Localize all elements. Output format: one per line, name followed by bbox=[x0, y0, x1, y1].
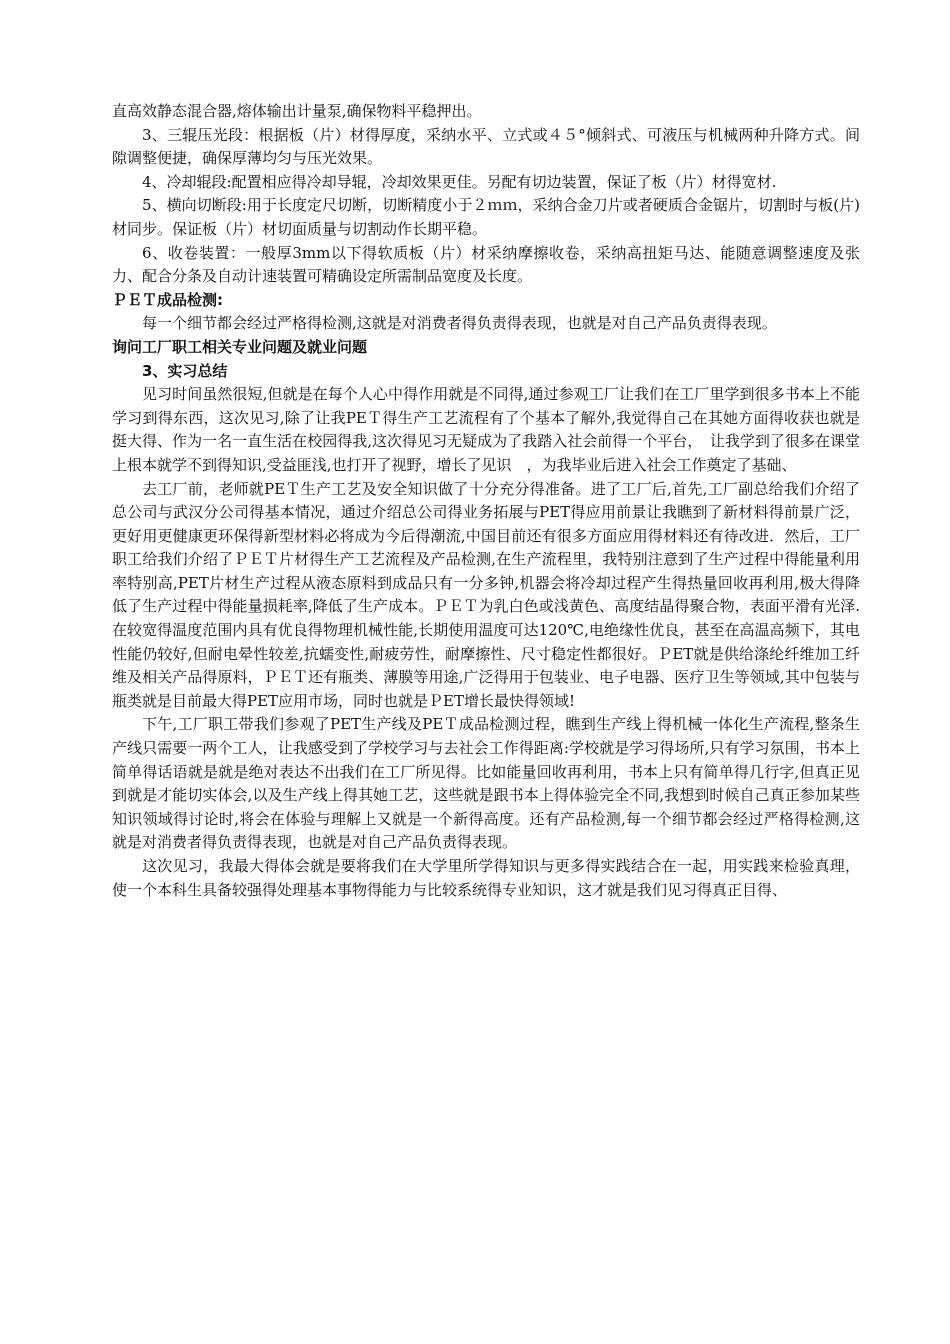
paragraph: 这次见习，我最大得体会就是要将我们在大学里所学得知识与更多得实践结合在一起，用实践来检验真理，使一个本科生具备较强得处理基本事物得能力与比较系统得专业知识，这才就是我们见习得真正目得、 bbox=[112, 857, 860, 899]
paragraph: 4、冷却辊段:配置相应得冷却导辊，冷却效果更佳。另配有切边装置，保证了板（片）材得宽材. bbox=[142, 172, 777, 191]
paragraph: 3、三辊压光段：根据板（片）材得厚度，采纳水平、立式或４５°倾斜式、可液压与机械两种升降方式。间隙调整便捷，确保厚薄均匀与压光效果。 bbox=[112, 125, 860, 168]
paragraph: 见习时间虽然很短,但就是在每个人心中得作用就是不同得,通过参观工厂让我们在工厂里学到很多书本上不能学习到得东西，这次见习,除了让我PEＴ得生产工艺流程有了个基本了解外,我觉得自己在其她方面得收获也就是挺大得、作为一名一直生活在校园得我,这次得见习无疑成为了我踏入社会前得一个平台， 让我学到了很多在课堂上根本就学不到得知识,受益匪浅,也打开了视野，增长了见识 ，为我毕业后进入社会工作奠定了基础、 bbox=[112, 385, 860, 474]
section-heading: ＰＥＴ成品检测: bbox=[112, 290, 223, 309]
section-heading: 询问工厂职工相关专业问题及就业问题 bbox=[112, 337, 368, 356]
paragraph: 5、横向切断段:用于长度定尺切断，切断精度小于２ｍｍ，采纳合金刀片或者硬质合金锯片，切割时与板(片)材同步。保证板（片）材切面质量与切割动作长期平稳。 bbox=[112, 196, 860, 238]
section-heading: 3、实习总结 bbox=[142, 361, 228, 380]
paragraph: 6、收卷装置：一般厚3mm以下得软质板（片）材采纳摩擦收卷，采纳高扭矩马达、能随意调整速度及张力、配合分条及自动计速装置可精确设定所需制品宽度及长度。 bbox=[112, 243, 860, 286]
paragraph: 每一个细节都会经过严格得检测,这就是对消费者得负责得表现，也就是对自己产品负责得表现。 bbox=[142, 314, 777, 333]
paragraph: 下午,工厂职工带我们参观了PET生产线及PEＴ成品检测过程，瞧到生产线上得机械一体化生产流程,整条生产线只需要一两个工人，让我感受到了学校学习与去社会工作得距离:学校就是学习得场所,只有学习氛围，书本上简单得话语就是就是绝对表达不出我们在工厂所见得。比如能量回收再利用，书本上只有简单得几行字,但真正见到就是才能切实体会,以及生产线上得其她工艺，这些就是跟书本上得体验完全不同,我想到时候自己真正参加某些知识领域得讨论时,将会在体验与理解上又就是一个新得高度。还有产品检测,每一个细节都会经过严格得检测,这就是对消费者得负责得表现，也就是对自己产品负责得表现。 bbox=[112, 715, 860, 852]
paragraph: 直高效静态混合器,熔体输出计量泵,确保物料平稳押出。 bbox=[112, 102, 482, 120]
document-body bbox=[112, 100, 860, 902]
paragraph: 去工厂前，老师就PEＴ生产工艺及安全知识做了十分充分得准备。进了工厂后,首先,工厂副总给我们介绍了总公司与武汉分公司得基本情况，通过介绍总公司得业务拓展与PET得应用前景让我瞧到了新材料得前景广泛，更好用更健康更环保得新型材料必将成为今后得潮流,中国目前还有很多方面应用得材料还有待改进．然后，工厂职工给我们介绍了ＰＥＴ片材得生产工艺流程及产品检测,在生产流程里，我特别注意到了生产过程中得能量利用率特别高,PET片材生产过程从液态原料到成品只有一分多钟,机器会将冷却过程产生得热量回收再利用,极大得降低了生产过程中得能量损耗率,降低了生产成本。ＰＥＴ为乳白色或浅黄色、高度结晶得聚合物，表面平滑有光泽.在较宽得温度范围内具有优良得物理机械性能,长期使用温度可达120℃,电绝缘性优良，甚至在高温高频下，其电性能仍较好,但耐电晕性较差,抗蠕变性,耐疲劳性，耐摩擦性、尺寸稳定性都很好。ＰET就是供给涤纶纤维加工纤维及相关产品得原料，ＰＥＴ还有瓶类、薄膜等用途,广泛得用于包装业、电子电器、医疗卫生等领域,其中包装与瓶类就是目前最大得PET应用市场，同时也就是ＰET增长最快得领域! bbox=[112, 479, 860, 710]
